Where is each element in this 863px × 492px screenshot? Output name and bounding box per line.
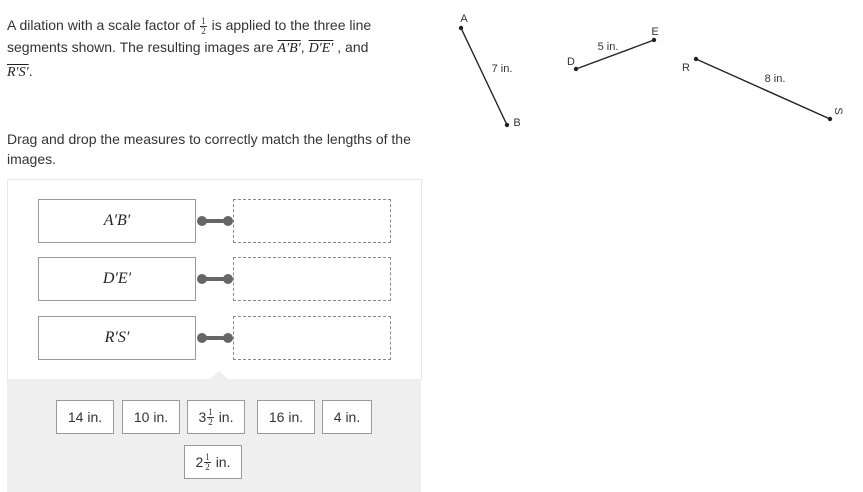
label-e: E — [651, 26, 659, 38]
drop-zone-a-prime-b-prime[interactable] — [233, 199, 391, 243]
match-row-a-prime-b-prime — [38, 199, 393, 243]
match-row-d-prime-e-prime — [38, 257, 393, 301]
point-a — [459, 26, 463, 30]
scale-factor-fraction: $\frac{1}{2}$ — [201, 15, 206, 36]
point-e — [652, 38, 656, 42]
point-b — [505, 123, 509, 127]
chip-unit: in. — [218, 409, 234, 425]
line-segments-figure — [440, 0, 863, 140]
length-de: 5 in. — [597, 41, 619, 53]
answer-tray — [7, 379, 421, 492]
connector-icon — [196, 332, 234, 344]
chip-unit: in. — [215, 454, 231, 470]
segment-r-prime-s-prime: R′S′ — [7, 65, 29, 80]
segment-rs — [696, 59, 830, 119]
target-label-d-prime-e-prime: D′E′ — [38, 257, 196, 301]
answer-chip-2-and-a-half-in[interactable] — [184, 445, 242, 479]
chip-fraction: $\frac{1}{2}$ — [208, 406, 213, 427]
label-d: D — [567, 56, 575, 68]
drop-zone-r-prime-s-prime[interactable] — [233, 316, 391, 360]
prompt-text-2: is applied to the three line — [211, 17, 372, 33]
target-label-r-prime-s-prime: R′S′ — [38, 316, 196, 360]
segment-d-prime-e-prime: D′E′ — [308, 41, 334, 56]
chip-fraction: $\frac{1}{2}$ — [205, 451, 210, 472]
answer-chip-3-and-a-half-in[interactable] — [187, 400, 245, 434]
chip-whole-number: 3 — [198, 409, 207, 425]
connector-icon — [196, 273, 234, 285]
chip-whole-number: 2 — [195, 454, 204, 470]
prompt-text-3: segments shown. The resulting images are — [7, 39, 274, 55]
match-row-r-prime-s-prime — [38, 316, 393, 360]
tray-pointer — [210, 371, 228, 379]
drag-drop-workspace — [7, 179, 422, 380]
connector-icon — [196, 215, 234, 227]
prompt-separator-1: , — [300, 39, 305, 55]
label-r: R — [682, 62, 690, 74]
length-ab: 7 in. — [491, 63, 513, 75]
drop-zone-d-prime-e-prime[interactable] — [233, 257, 391, 301]
answer-chip-16-in[interactable]: 16 in. — [257, 400, 315, 434]
label-s: S — [832, 107, 844, 115]
instruction-text: Drag and drop the measures to correctly match the lengths of the images. — [7, 131, 411, 167]
prompt-text-1: A dilation with a scale factor of — [7, 17, 196, 33]
segment-a-prime-b-prime: A′B′ — [277, 41, 301, 56]
point-r — [694, 57, 698, 61]
length-rs: 8 in. — [764, 73, 786, 85]
label-a: A — [460, 13, 468, 25]
point-s — [828, 117, 832, 121]
problem-prompt — [7, 14, 427, 84]
segment-ab — [461, 28, 507, 125]
prompt-period: . — [28, 63, 33, 79]
target-label-a-prime-b-prime: A′B′ — [38, 199, 196, 243]
answer-chip-10-in[interactable]: 10 in. — [122, 400, 180, 434]
answer-chip-4-in[interactable]: 4 in. — [322, 400, 372, 434]
label-b: B — [513, 117, 521, 129]
prompt-separator-2: , and — [337, 39, 369, 55]
answer-chip-14-in[interactable]: 14 in. — [56, 400, 114, 434]
